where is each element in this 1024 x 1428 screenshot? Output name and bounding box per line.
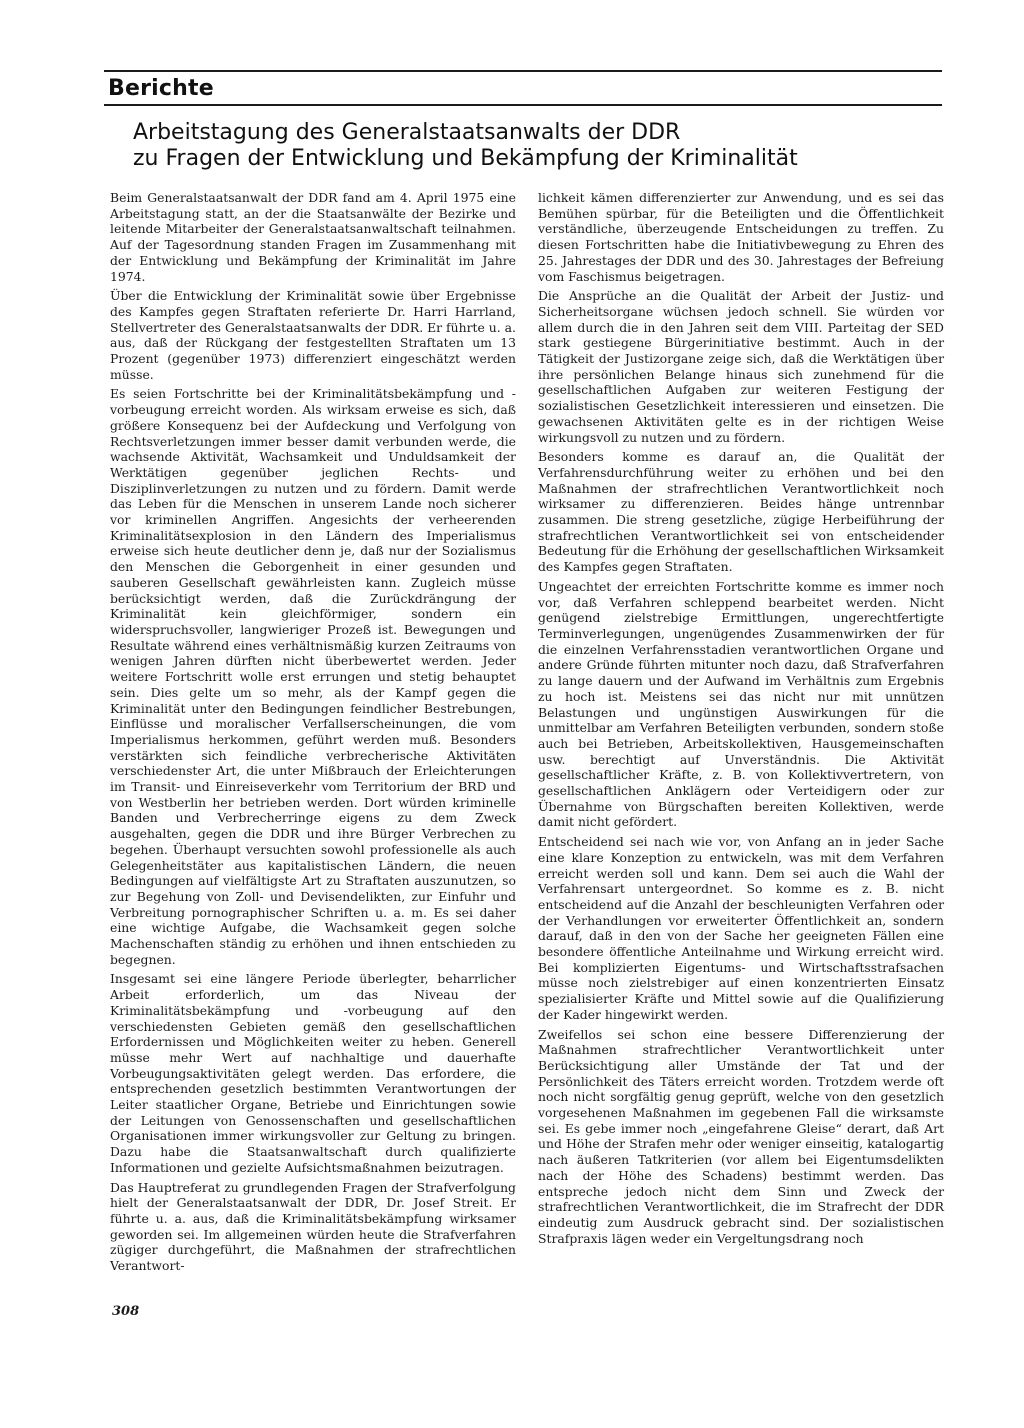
paragraph: Insgesamt sei eine längere Periode überlegter, beharrlicher Arbeit erforderlich, um das Niveau der Kriminalitätsbekämpfung und -vorbeugung auf den verschiedensten Gebieten gemäß den gesellschaftlichen Erfordernissen und Möglichkeiten weiter zu heben. Generell müsse mehr Wert auf nachhaltige und dauerhafte Vorbeugungsaktivitäten gelegt werden. Das erfordere, die entsprechenden gesetzlich bestimmten Verantwortungen der Leiter staatlicher Organe, Betriebe und Einrichtungen sowie der Leitungen von Genossenschaften und gesellschaftlichen Organisationen immer wirkungsvoller zur Geltung zu bringen. Dazu habe die Staatsanwaltschaft durch qualifizierte Informationen und gezielte Aufsichtsmaßnahmen beizutragen. <box>110 971 516 1175</box>
article-title-line-2: zu Fragen der Entwicklung und Bekämpfung der Kriminalität <box>133 146 798 171</box>
paragraph: Entscheidend sei nach wie vor, von Anfang an in jeder Sache eine klare Konzeption zu entwickeln, was mit dem Verfahren erreicht werden soll und kann. Dem sei auch die Wahl der Verfahrensart untergeordnet. So komme es z. B. nicht entscheidend auf die Anzahl der beschleunigten Verfahren oder der Verhandlungen vor erweiterter Öffentlichkeit an, sondern darauf, daß in den von der Sache her geeigneten Fällen eine besondere öffentliche Anteilnahme und Wirkung erreicht wird. Bei komplizierten Eigentums- und Wirtschaftsstrafsachen müsse noch zielstrebiger auf einen konzentrierten Einsatz spezialisierter Kräfte und Mittel sowie auf die Qualifizierung der Kader hingewirkt werden. <box>538 834 944 1022</box>
paragraph: Die Ansprüche an die Qualität der Arbeit der Justiz- und Sicherheitsorgane wüchsen jedoch schnell. Sie würden vor allem durch die in den Jahren seit dem VIII. Parteitag der SED stark gestiegene Bürgerinitiative bestimmt. Auch in der Tätigkeit der Justizorgane zeige sich, daß die Werktätigen über ihre persönlichen Belange hinaus sich zunehmend für die gesellschaftlichen Aufgaben zur weiteren Festigung der sozialistischen Gesetzlichkeit interessieren und einsetzen. Die gewachsenen Aktivitäten gelte es in der richtigen Weise wirkungsvoll zu nutzen und zu fördern. <box>538 288 944 445</box>
paragraph: Ungeachtet der erreichten Fortschritte komme es immer noch vor, daß Verfahren schleppend bearbeitet werden. Nicht genügend zielstrebige Ermittlungen, ungerechtfertigte Terminverlegungen, ungenügendes Zusammenwirken der für die einzelnen Verfahrensstadien verantwortlichen Organe und andere Gründe führten mitunter noch dazu, daß Strafverfahren zu lange dauern und der Aufwand im Verhältnis zum Ergebnis zu hoch ist. Meistens sei das nicht nur mit unnützen Belastungen und ungünstigen Auswirkungen für die unmittelbar am Verfahren Beteiligten verbunden, sondern stoße auch bei Betrieben, Arbeitskollektiven, Hausgemeinschaften usw. berechtigt auf Unverständnis. Die Aktivität gesellschaftlicher Kräfte, z. B. von Kollektivvertretern, von gesellschaftlichen Anklägern oder Verteidigern oder zur Übernahme von Bürgschaften bereiten Kollektiven, werde damit nicht gefördert. <box>538 578 944 830</box>
page-number: 308 <box>112 1304 140 1319</box>
section-heading: Berichte <box>108 76 214 101</box>
paragraph: Besonders komme es darauf an, die Qualität der Verfahrensdurchführung weiter zu erhöhen und bei den Maßnahmen der strafrechtlichen Verantwortlichkeit noch wirksamer zu differenzieren. Beides hänge untrennbar zusammen. Die streng gesetzliche, zügige Herbeiführung der strafrechtlichen Verantwortlichkeit sei von entscheidender Bedeutung für die Erhöhung der gesellschaftlichen Wirksamkeit des Kampfes gegen Straftaten. <box>538 449 944 575</box>
paragraph: Es seien Fortschritte bei der Kriminalitätsbekämpfung und -vorbeugung erreicht worden. Als wirksam erweise es sich, daß größere Konsequenz bei der Aufdeckung und Verfolgung von Rechtsverletzungen immer besser damit verbunden werde, die wachsende Aktivität, Wachsamkeit und Unduldsamkeit der Werktätigen gegenüber jeglichen Rechts- und Disziplinverletzungen zu nutzen und zu fördern. Damit werde das Leben für die Menschen in unserem Lande noch sicherer vor kriminellen Angriffen. Angesichts der verheerenden Kriminalitätsexplosion in den Ländern des Imperialismus erweise sich heute deutlicher denn je, daß nur der Sozialismus den Menschen die Geborgenheit in einer gesunden und sauberen Gesellschaft gewährleisten kann. Zugleich müsse berücksichtigt werden, daß die Zurückdrängung der Kriminalität kein gleichförmiger, sondern ein widerspruchsvoller, langwieriger Prozeß ist. Bewegungen und Resultate während eines verhältnismäßig kurzen Zeitraums von wenigen Jahren dürften nicht überbewertet werden. Jeder weitere Fortschritt wolle erst errungen und stetig behauptet sein. Dies gelte um so mehr, als der Kampf gegen die Kriminalität unter den Bedingungen feindlicher Bestrebungen, Einflüsse und moralischer Verfallserscheinungen, die vom Imperialismus herkommen, geführt werden muß. Besonders verstärkten sich feindliche verbrecherische Aktivitäten verschiedenster Art, die unter Mißbrauch der Erleichterungen im Transit- und Einreiseverkehr vom Territorium der BRD und von Westberlin her betrieben werden. Dort würden kriminelle Banden und Verbrecherringe eigens zu dem Zweck ausgehalten, gegen die DDR und ihre Bürger Verbrechen zu begehen. Überhaupt versuchten sowohl professionelle als auch Gelegenheitstäter aus kapitalistischen Ländern, die neuen Bedingungen auf vielfältigste Art zu Straftaten auszunutzen, so zur Begehung von Zoll- und Devisendelikten, zur Einfuhr und Verbreitung pornographischer Schriften u. a. m. Es sei daher eine wichtige Aufgabe, die Wachsamkeit gegen solche Machenschaften ständig zu erhöhen und ihnen entschieden zu begegnen. <box>110 386 516 967</box>
left-column <box>110 190 516 1278</box>
paragraph: Zweifellos sei schon eine bessere Differenzierung der Maßnahmen strafrechtlicher Verantwortlichkeit unter Berücksichtigung aller Umstände der Tat und der Persönlichkeit des Täters erreicht worden. Trotzdem werde oft noch nicht sorgfältig genug geprüft, welche von den gesetzlich vorgesehenen Maßnahmen im gegebenen Fall die wirksamste sei. Es gebe immer noch „eingefahrene Gleise“ derart, daß Art und Höhe der Strafen mehr oder weniger einseitig, katalogartig nach äußeren Tatkriterien (vor allem bei Eigentumsdelikten nach der Höhe des Schadens) bestimmt werden. Das entspreche jedoch nicht dem Sinn und Zweck der strafrechtlichen Verantwortlichkeit, die im Strafrecht der DDR eindeutig zum Ausdruck gebracht sind. Der sozialistischen Strafpraxis lägen weder ein Vergeltungsdrang noch <box>538 1026 944 1246</box>
section-rule-bottom <box>104 104 942 106</box>
paragraph: Das Hauptreferat zu grundlegenden Fragen der Strafverfolgung hielt der Generalstaatsanwalt der DDR, Dr. Josef Streit. Er führte u. a. aus, daß die Kriminalitätsbekämpfung wirksamer geworden sei. Im allgemeinen würden heute die Strafverfahren zügiger durchgeführt, die Maßnahmen der strafrechtlichen Verantwort- <box>110 1179 516 1274</box>
article-title-line-1: Arbeitstagung des Generalstaatsanwalts der DDR <box>133 120 681 145</box>
right-column <box>538 190 944 1250</box>
paragraph: Über die Entwicklung der Kriminalität sowie über Ergebnisse des Kampfes gegen Straftaten referierte Dr. Harri Harrland, Stellvertreter des Generalstaatsanwalts der DDR. Er führte u. a. aus, daß der Rückgang der festgestellten Straftaten um 13 Prozent (gegenüber 1973) differenziert eingeschätzt werden müsse. <box>110 288 516 382</box>
section-rule-top <box>104 70 942 72</box>
article-title <box>133 120 933 172</box>
paragraph: lichkeit kämen differenzierter zur Anwendung, und es sei das Bemühen spürbar, für die Beteiligten und die Öffentlichkeit verständliche, überzeugende Entscheidungen zu treffen. Zu diesen Fortschritten habe die Initiativbewegung zu Ehren des 25. Jahrestages der DDR und des 30. Jahrestages der Befreiung vom Faschismus beigetragen. <box>538 190 944 284</box>
paragraph: Beim Generalstaatsanwalt der DDR fand am 4. April 1975 eine Arbeitstagung statt, an der die Staatsanwälte der Bezirke und leitende Mitarbeiter der Generalstaatsanwaltschaft teilnahmen. Auf der Tagesordnung standen Fragen im Zusammenhang mit der Entwicklung und Bekämpfung der Kriminalität im Jahre 1974. <box>110 190 516 284</box>
